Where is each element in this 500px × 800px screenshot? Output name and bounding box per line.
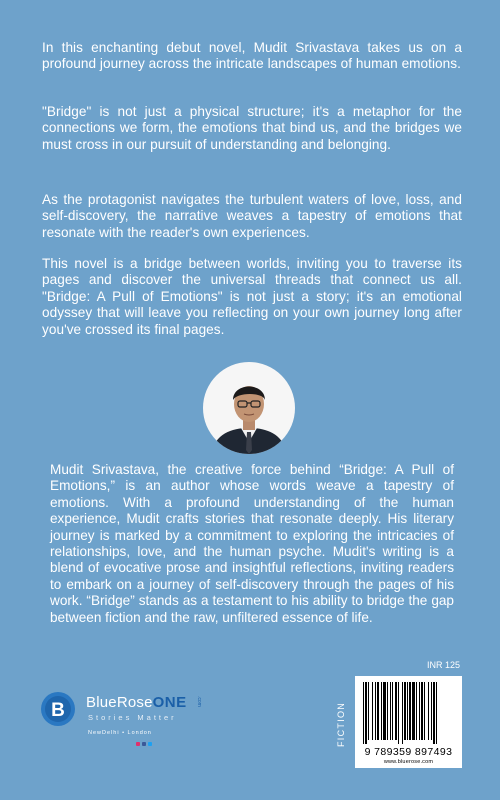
- bluerose-logo-icon: [40, 691, 76, 727]
- facebook-icon: [142, 742, 146, 746]
- barcode-bar: [416, 682, 417, 740]
- barcode-bar: [407, 682, 408, 740]
- barcode-bar: [424, 682, 425, 740]
- barcode-graphic: [361, 682, 456, 744]
- barcode-bar: [381, 682, 382, 740]
- barcode-bar: [390, 682, 391, 740]
- barcode-bar: [377, 682, 379, 740]
- publisher-logo-block: [36, 688, 206, 768]
- barcode-bar: [365, 682, 367, 744]
- barcode-bar: [372, 682, 373, 740]
- barcode-bar: [404, 682, 406, 740]
- barcode-bar: [409, 682, 411, 740]
- barcode-bar: [387, 682, 388, 740]
- barcode-bar: [383, 682, 386, 740]
- publisher-name-main: BlueRose: [86, 694, 153, 711]
- publisher-tagline: Stories Matter: [88, 713, 177, 722]
- barcode-bar: [375, 682, 376, 740]
- svg-text:B: B: [51, 700, 65, 721]
- author-photo: [203, 362, 295, 454]
- publisher-website: www.bluerose.com: [383, 759, 434, 765]
- price-label: INR 125: [426, 660, 460, 670]
- barcode-bar: [428, 682, 429, 740]
- barcode-bar: [419, 682, 420, 740]
- barcode-bar: [412, 682, 415, 740]
- instagram-icon: [136, 742, 140, 746]
- barcode-bar: [395, 682, 397, 740]
- isbn-barcode: [355, 676, 462, 768]
- barcode-bar: [402, 682, 403, 744]
- barcode-bar: [431, 682, 432, 740]
- blurb-paragraph-1: In this enchanting debut novel, Mudit Srivastava takes us on a profound journey across the intricate landscapes of human emotions.: [42, 40, 462, 72]
- author-bio: Mudit Srivastava, the creative force behind “Bridge: A Pull of Emotions,” is an author whose words weave a tapestry of emotions. With a profound understanding of the human experience, Mudit crafts stories that resonate deeply. His literary journey is marked by a commitment to exploring the intricacies of relationships, love, and the human psyche. Mudit's writing is a blend of evocative prose and insightful reflections, inviting readers to embark on a journey of self-discovery through the pages of his work. “Bridge” stands as a testament to his ability to bridge the gap between fiction and the raw, unfiltered essence of life.: [50, 462, 454, 625]
- publisher-name-suffix: ONE: [152, 694, 187, 711]
- barcode-bar: [398, 682, 399, 744]
- blurb-paragraph-2: "Bridge" is not just a physical structure; it's a metaphor for the connections we form, the emotions that bind us, and the bridges we must cross in our pursuit of understanding and belonging.: [42, 104, 462, 152]
- barcode-bar: [433, 682, 435, 744]
- blurb-paragraph-4: This novel is a bridge between worlds, inviting you to traverse its pages and discover the universal threads that connect us all. "Bridge: A Pull of Emotions" is not just a story; it's an emotional odyssey that will leave you reflecting on your own journey long after you've crossed its final pages.: [42, 256, 462, 337]
- barcode-bar: [436, 682, 437, 744]
- publisher-domain: .com: [196, 696, 202, 707]
- publisher-locations: NewDelhi • London: [88, 730, 152, 736]
- publisher-name: [86, 694, 187, 711]
- twitter-icon: [148, 742, 152, 746]
- barcode-bar: [392, 682, 393, 740]
- social-icons: [136, 742, 152, 746]
- barcode-bar: [368, 682, 369, 740]
- barcode-bar: [363, 682, 364, 744]
- barcode-bar: [421, 682, 423, 740]
- isbn-number: 9 789359 897493: [364, 746, 453, 758]
- blurb-paragraph-3: As the protagonist navigates the turbulent waters of love, loss, and self-discovery, the narrative weaves a tapestry of emotions that resonate with the reader's own experiences.: [42, 192, 462, 240]
- genre-label: FICTION: [336, 701, 346, 747]
